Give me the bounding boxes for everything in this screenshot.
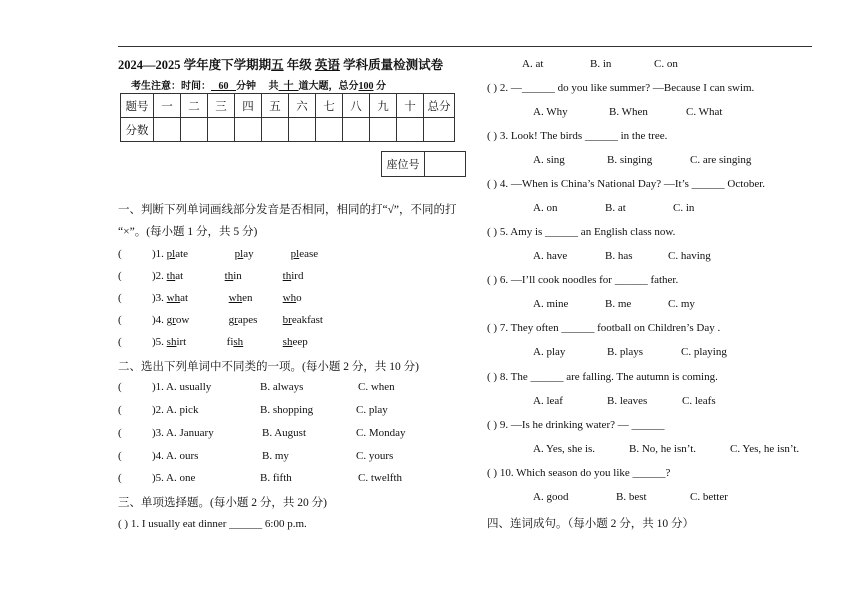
pron-item: ( )1. plate play please: [118, 248, 319, 260]
odd-one-item: ( )1. A. usually B. always C. when: [118, 381, 395, 393]
score-row-label: 分数: [121, 118, 154, 142]
mc-options: A. good B. best C. better: [533, 491, 728, 503]
score-cell[interactable]: [343, 118, 370, 142]
pron-item: ( )5. shirt fish sheep: [118, 336, 308, 348]
score-table-header-row: [121, 94, 455, 118]
mc-options: A. Why B. When C. What: [533, 106, 723, 118]
pron-item: ( )4. grow grapes breakfast: [118, 314, 323, 326]
score-header-cell: 一: [154, 94, 181, 118]
pron-item: ( )3. what when who: [118, 292, 302, 304]
odd-one-item: ( )3. A. January B. August C. Monday: [118, 427, 406, 439]
score-cell[interactable]: [208, 118, 235, 142]
mc-question: ( ) 10. Which season do you like ______?: [487, 467, 671, 479]
mc-question: ( ) 6. —I’ll cook noodles for ______ father.: [487, 274, 679, 286]
odd-one-item: ( )5. A. one B. fifth C. twelfth: [118, 472, 402, 484]
score-table-row: [121, 118, 455, 142]
score-cell[interactable]: [316, 118, 343, 142]
seat-input-cell[interactable]: [425, 152, 466, 177]
exam-notice: 考生注意：时间： 60 分钟 共 十 道大题，总分100 分: [131, 81, 386, 92]
score-header-cell: 四: [235, 94, 262, 118]
score-cell[interactable]: [235, 118, 262, 142]
mc-question: ( ) 3. Look! The birds ______ in the tree.: [487, 130, 668, 142]
mc-options: A. mine B. me C. my: [533, 298, 695, 310]
score-cell[interactable]: [262, 118, 289, 142]
score-header-cell: 五: [262, 94, 289, 118]
section2-title: 二、选出下列单词中不同类的一项。(每小题 2 分，共 10 分): [118, 361, 419, 373]
mc-options: A. play B. plays C. playing: [533, 346, 727, 358]
mc-options: A. at B. in C. on: [522, 58, 678, 70]
score-cell[interactable]: [289, 118, 316, 142]
section4-title: 四、连词成句。（每小题 2 分，共 10 分）: [487, 518, 694, 530]
odd-one-item: ( )4. A. ours B. my C. yours: [118, 450, 394, 462]
score-header-cell: 题号: [121, 94, 154, 118]
score-cell[interactable]: [154, 118, 181, 142]
score-header-cell: 七: [316, 94, 343, 118]
score-cell[interactable]: [181, 118, 208, 142]
score-cell[interactable]: [424, 118, 455, 142]
section1-title: 一、判断下列单词画线部分发音是否相同，相同的打“√”，不同的打: [118, 204, 457, 216]
section1-title-cont: “×”。(每小题 1 分，共 5 分): [118, 226, 258, 238]
mc-question: ( ) 5. Amy is ______ an English class now.: [487, 226, 676, 238]
mc-question: ( ) 7. They often ______ football on Children’s Day .: [487, 322, 721, 334]
mc-question: ( ) 9. —Is he drinking water? — ______: [487, 419, 665, 431]
mc-options: A. leaf B. leaves C. leafs: [533, 395, 716, 407]
score-cell[interactable]: [370, 118, 397, 142]
seat-label: 座位号: [382, 152, 425, 177]
mc-options: A. Yes, she is. B. No, he isn’t. C. Yes, he isn’t.: [533, 443, 800, 455]
mc-question: ( ) 2. —______ do you like summer? —Because I can swim.: [487, 82, 755, 94]
odd-one-item: ( )2. A. pick B. shopping C. play: [118, 404, 388, 416]
score-table: [120, 93, 455, 142]
pron-item: ( )2. that thin third: [118, 270, 304, 282]
score-header-cell: 二: [181, 94, 208, 118]
exam-title: 2024—2025 学年度下学期期五 年级 英语 学科质量检测试卷: [118, 58, 444, 72]
mc-question: ( ) 1. I usually eat dinner ______ 6:00 p.m.: [118, 518, 307, 530]
score-header-cell: 六: [289, 94, 316, 118]
mc-options: A. on B. at C. in: [533, 202, 695, 214]
score-header-cell: 八: [343, 94, 370, 118]
score-cell[interactable]: [397, 118, 424, 142]
top-rule: [118, 46, 812, 47]
mc-question: ( ) 4. —When is China’s National Day? —It’s ______ October.: [487, 178, 766, 190]
score-header-cell: 三: [208, 94, 235, 118]
score-header-cell: 十: [397, 94, 424, 118]
score-header-cell: 九: [370, 94, 397, 118]
mc-options: A. have B. has C. having: [533, 250, 711, 262]
score-header-cell: 总分: [424, 94, 455, 118]
seat-number-box: [381, 151, 466, 177]
mc-options: A. sing B. singing C. are singing: [533, 154, 752, 166]
section3-title: 三、单项选择题。(每小题 2 分，共 20 分): [118, 497, 327, 509]
mc-question: ( ) 8. The ______ are falling. The autumn is coming.: [487, 371, 718, 383]
